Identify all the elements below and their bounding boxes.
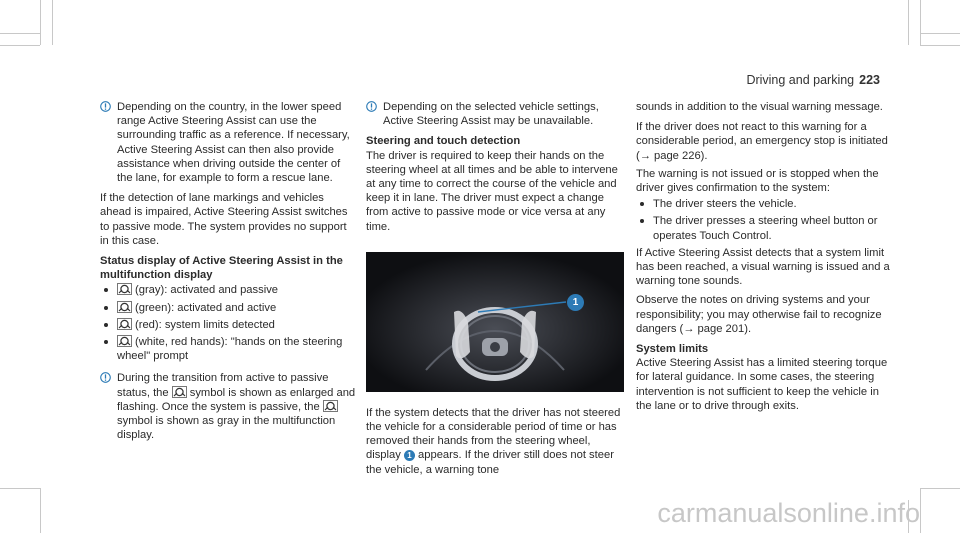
- crop-mark: [920, 33, 960, 34]
- column-1: [100, 100, 358, 448]
- list-item: [100, 318, 358, 332]
- list-item-text: (white, red hands): "hands on the steering wheel" prompt: [117, 336, 343, 363]
- paragraph: [366, 406, 624, 477]
- list-item-text: (green): activated and active: [135, 301, 277, 314]
- cockpit-illustration: [366, 252, 624, 392]
- steering-assist-symbol-icon: [117, 301, 132, 313]
- section-heading: Status display of Active Steering Assist in the multifunction display: [100, 255, 343, 282]
- list-item: The driver presses a steering wheel button or operates Touch Control.: [636, 214, 894, 242]
- steering-assist-symbol-icon: [117, 335, 132, 347]
- paragraph-text: If the system detects that the driver has not steered the vehicle for a considerable period of time or has removed their hands from the steering wheel, display: [366, 406, 621, 462]
- paragraph: The warning is not issued or is stopped when the driver gives confirmation to the system:: [636, 167, 879, 195]
- crop-mark: [40, 488, 41, 533]
- crop-mark: [0, 488, 40, 489]
- note-text: Depending on the country, in the lower speed range Active Steering Assist can use the surrounding traffic as a reference. If necessary, Active Steering Assist can then also provide assistance when driving outside the center of the lane, for example to form a rescue lane.: [117, 101, 350, 185]
- paragraph: The driver is required to keep their hands on the steering wheel at all times and be able to intervene at any time to correct the course of the vehicle and keep it in lane. The driver must expect a change from active to passive mode or vice versa at any time.: [366, 149, 618, 233]
- section-title: Driving and parking: [746, 73, 855, 87]
- confirmation-list: [636, 197, 894, 243]
- figure-callout-number: 1: [567, 294, 584, 311]
- paragraph: If the detection of lane markings and vehicles ahead is impaired, Active Steering Assist switches to passive mode. The system provides no support in this case.: [100, 192, 348, 247]
- watermark: carmanualsonline.info: [657, 498, 920, 528]
- list-item: [100, 301, 358, 315]
- list-item: The driver steers the vehicle.: [636, 197, 894, 211]
- section-heading: Steering and touch detection: [366, 135, 521, 148]
- crop-mark: [40, 0, 41, 45]
- paragraph-text: appears. If the driver still does not steer the vehicle, a warning tone: [366, 449, 614, 476]
- list-item-text: (red): system limits detected: [135, 318, 275, 331]
- steering-assist-symbol-icon: [323, 400, 338, 412]
- crop-mark: [0, 33, 40, 34]
- crop-mark: [920, 488, 960, 489]
- paragraph: If Active Steering Assist detects that a system limit has been reached, a visual warning is issued and a warning tone sounds.: [636, 246, 890, 288]
- page-number: 223: [859, 73, 880, 87]
- paragraph: If the driver does not react to this warning for a considerable period, an emergency stop is initiated (→ page 226).: [636, 121, 888, 162]
- steering-assist-symbol-icon: [172, 386, 187, 398]
- list-item: [100, 335, 358, 363]
- crop-mark: [52, 0, 53, 45]
- note-text: During the transition from active to passive status, the: [117, 372, 329, 399]
- callout-number-icon: 1: [404, 450, 415, 461]
- column-3: [636, 100, 894, 415]
- column-2: [366, 100, 624, 479]
- status-list: [100, 283, 358, 363]
- note-vehicle-settings: [366, 100, 624, 128]
- note-text: symbol is shown as gray in the multifunction display.: [117, 415, 336, 442]
- paragraph: Observe the notes on driving systems and your responsibility; you may otherwise fail to recognize dangers (→ page 201).: [636, 294, 882, 335]
- crop-mark: [0, 45, 40, 46]
- list-item-text: (gray): activated and passive: [135, 284, 279, 297]
- steering-assist-symbol-icon: [117, 318, 132, 330]
- paragraph: sounds in addition to the visual warning message.: [636, 101, 883, 113]
- crop-mark: [920, 0, 921, 45]
- note-text: symbol is shown as enlarged and flashing. Once the system is passive, the: [117, 386, 356, 413]
- note-icon: [366, 101, 377, 112]
- section-heading: System limits: [636, 343, 709, 356]
- note-country: [100, 100, 358, 185]
- running-head: [746, 73, 880, 87]
- cockpit-figure: [366, 252, 624, 392]
- note-text: Depending on the selected vehicle settings, Active Steering Assist may be unavailable.: [383, 101, 599, 128]
- crop-mark: [920, 488, 921, 533]
- crop-mark: [908, 0, 909, 45]
- note-transition: [100, 371, 358, 442]
- paragraph: Active Steering Assist has a limited steering torque for lateral guidance. In some cases, the steering intervention is not sufficient to keep the vehicle in the lane or to drive through exits.: [636, 357, 888, 412]
- crop-mark: [920, 45, 960, 46]
- note-icon: [100, 101, 111, 112]
- list-item: [100, 283, 358, 297]
- steering-assist-symbol-icon: [117, 283, 132, 295]
- note-icon: [100, 372, 111, 383]
